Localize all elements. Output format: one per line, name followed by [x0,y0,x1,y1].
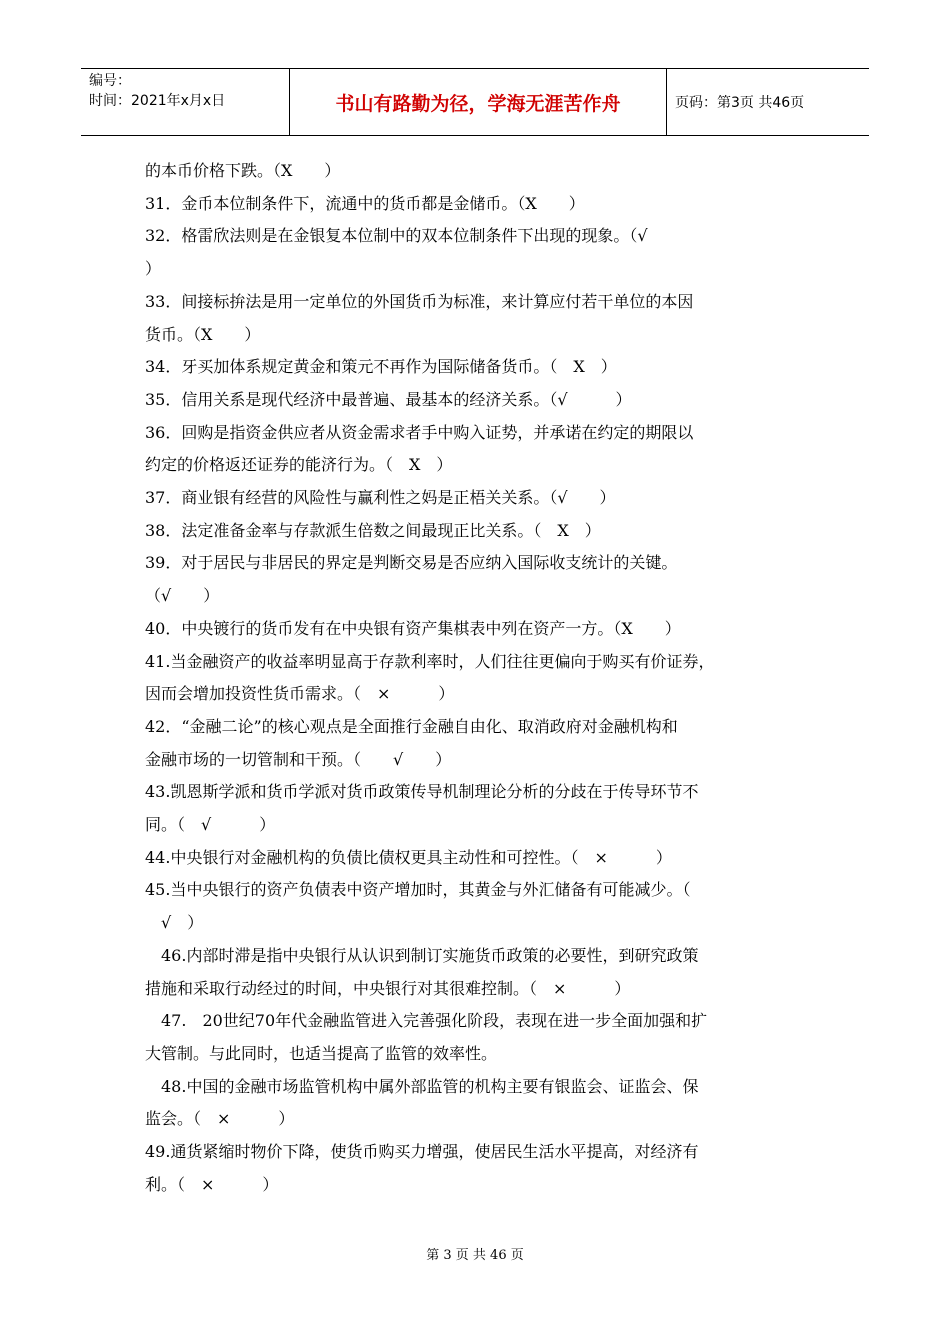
text-line: 31．金币本位制条件下，流通中的货币都是金储币。（X ） [145,193,585,213]
text-line: 因而会增加投资性货币需求。（ × ） [145,684,455,704]
document-body [145,155,825,1202]
text-line: √ ） [145,913,204,933]
text-line: 大管制。与此同时，也适当提高了监管的效率性。 [145,1043,498,1063]
page-footer: 第 3 页 共 46 页 [426,1248,524,1263]
text-line: 42．“金融二论”的核心观点是全面推行金融自由化、取消政府对金融机构和 [145,716,678,736]
text-line: 金融市场的一切管制和干预。（ √ ） [145,749,452,769]
text-line: 44.中央银行对金融机构的负债比债权更具主动性和可控性。（ × ） [145,847,672,867]
text-line: 37．商业银有经营的风险性与赢利性之妈是正梧关关系。（√ ） [145,488,616,508]
text-line: 36．回购是指资金供应者从资金需求者手中购入证势，并承诺在约定的期限以 [145,422,694,442]
text-line: ） [145,259,162,279]
text-line: 39．对于居民与非居民的界定是判断交易是否应纳入国际收支统计的关键。 [145,553,678,573]
page-header [81,68,869,136]
time-label: 时间：2021年x月x日 [89,93,226,109]
header-motto: 书山有路勤为径，学海无涯苦作舟 [290,69,667,135]
text-line: 41.当金融资产的收益率明显高于存款利率时，人们往往更偏向于购买有价证券， [145,651,715,671]
text-line: 的本币价格下跌。（X ） [145,161,341,180]
text-line: 49.通货紧缩时物价下降，使货币购买力增强，使居民生活水平提高，对经济有 [145,1142,699,1162]
text-line: 措施和采取行动经过的时间，中央银行对其很难控制。（ × ） [145,978,631,998]
text-line: 33．间接标拚法是用一定单位的外国货币为标准，来计算应付若干单位的本因 [145,291,694,311]
text-line: 38．法定准备金率与存款派生倍数之间最现正比关系。（ X ） [145,520,601,540]
text-line: 40．中央镀行的货币发有在中央银有资产集棋表中列在资产一方。（X ） [145,618,681,638]
text-line: 35．信用关系是现代经济中最普遍、最基本的经济关系。（√ ） [145,389,632,409]
header-meta [81,69,290,135]
text-line: （√ ） [145,586,220,606]
text-line: 利。（ × ） [145,1174,279,1194]
header-page-info: 页码：第3页 共46页 [675,95,805,111]
text-line: 约定的价格返还证券的能济行为。（ X ） [145,455,453,475]
text-line: 34．牙买加体系规定黄金和策元不再作为国际储备货币。（ X ） [145,357,617,377]
text-line: 货币。（X ） [145,324,261,344]
text-line: 48.中国的金融市场监管机构中属外部监管的机构主要有银监会、证监会、保 [145,1076,699,1096]
text-line: 43.凯恩斯学派和货币学派对货币政策传导机制理论分析的分歧在于传导环节不 [145,782,699,802]
text-line: 同。（ √ ） [145,815,276,835]
number-label: 编号： [89,73,131,89]
text-line: 32．格雷欣法则是在金银复本位制中的双本位制条件下出现的现象。（√ [145,226,648,246]
text-line: 监会。（ × ） [145,1109,295,1129]
text-line: 47. 20世纪70年代金融监管进入完善强化阶段，表现在进一步全面加强和扩 [145,1011,708,1031]
text-line: 46.内部时滞是指中央银行从认识到制订实施货币政策的必要性，到研究政策 [145,945,699,965]
text-line: 45.当中央银行的资产负债表中资产增加时，其黄金与外汇储备有可能减少。（ [145,880,691,900]
